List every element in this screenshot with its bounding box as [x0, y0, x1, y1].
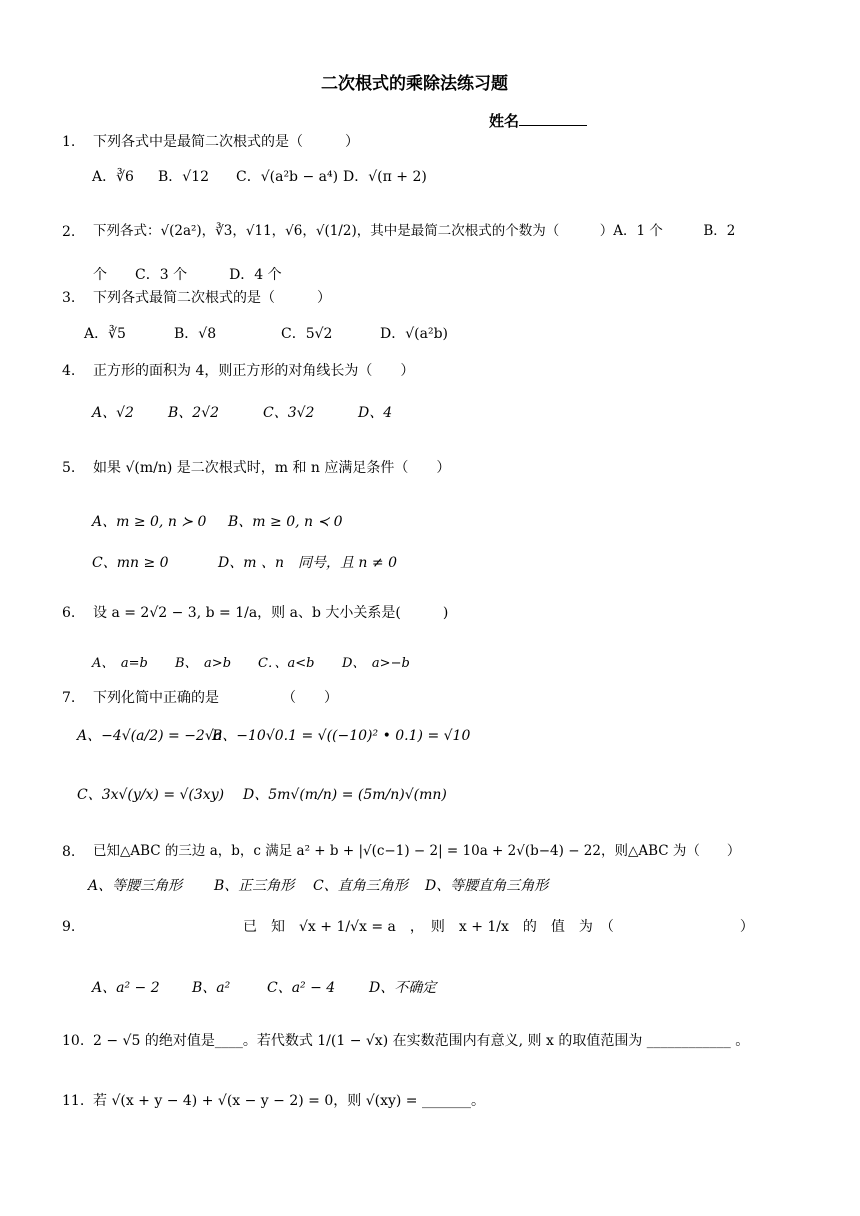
- q6-number: 6.: [62, 605, 76, 621]
- name-blank[interactable]: [519, 111, 587, 126]
- q1-text: 下列各式中是最简二次根式的是（ ）: [93, 134, 359, 150]
- q8-option-d: D、等腰直角三角形: [425, 878, 549, 894]
- q3-number: 3.: [62, 290, 76, 306]
- q5-option-a: A、m ≥ 0, n ≻ 0: [92, 514, 207, 530]
- q6-option-d: D、 a>−b: [342, 656, 410, 671]
- q10-number: 10.: [62, 1033, 85, 1049]
- q9-option-a: A、a² − 2: [92, 980, 160, 996]
- q5-text: 如果 √(m/n) 是二次根式时，m 和 n 应满足条件（ ）: [93, 460, 451, 476]
- q5-option-b: B、m ≥ 0, n ≺ 0: [228, 514, 343, 530]
- q6-text: 设 a = 2√2 − 3, b = 1/a，则 a、b 大小关系是( ): [93, 605, 449, 621]
- q9-text: 已 知 √x + 1/√x = a ， 则 x + 1/x 的 值 为 （ ）: [243, 919, 754, 935]
- q3-option-b: B．√8: [174, 326, 217, 342]
- q1-option-b: B．√12: [158, 169, 210, 185]
- q3-option-c: C．5√2: [281, 326, 333, 342]
- q6-option-b: B、 a>b: [175, 656, 232, 671]
- q7-option-a: A、−4√(a/2) = −2√a: [77, 728, 223, 744]
- q4-option-b: B、2√2: [168, 405, 220, 421]
- q8-option-b: B、正三角形: [214, 878, 295, 894]
- q7-option-b: B、−10√0.1 = √((−10)² • 0.1) = √10: [212, 728, 471, 744]
- q8-option-a: A、等腰三角形: [88, 878, 183, 894]
- q4-option-c: C、3√2: [263, 405, 315, 421]
- q9-option-c: C、a² − 4: [267, 980, 336, 996]
- q3-option-d: D．√(a²b): [380, 326, 448, 342]
- q1-number: 1.: [62, 134, 76, 150]
- q4-option-d: D、4: [358, 405, 393, 421]
- q1-option-c: C．√(a²b − a⁴): [236, 169, 339, 185]
- q8-number: 8.: [62, 844, 76, 860]
- q2-text-continued: 个 C．3 个 D．4 个: [93, 267, 282, 283]
- q2-text: 下列各式：√(2a²)，∛3，√11，√6，√(1/2)，其中是最简二次根式的个数为（ ）A．1 个 B．2: [93, 223, 736, 239]
- q7-text: 下列化简中正确的是 （ ）: [93, 690, 338, 706]
- q1-option-a: A．∛6: [92, 169, 134, 185]
- q4-number: 4.: [62, 363, 76, 379]
- q7-option-d: D、5m√(m/n) = (5m/n)√(mn): [243, 787, 447, 803]
- name-label: 姓名: [489, 112, 520, 130]
- q10-text[interactable]: 2 − √5 的绝对值是____。若代数式 1/(1 − √x) 在实数范围内有意义, 则 x 的取值范围为 ____________ 。: [93, 1033, 750, 1049]
- q11-text[interactable]: 若 √(x + y − 4) + √(x − y − 2) = 0，则 √(xy) = _______。: [93, 1093, 485, 1109]
- q9-option-b: B、a²: [192, 980, 231, 996]
- q9-option-d: D、不确定: [369, 980, 437, 996]
- q1-option-d: D．√(π + 2): [343, 169, 427, 185]
- q6-option-c: C．、a<b: [258, 656, 315, 671]
- q11-number: 11.: [62, 1093, 85, 1109]
- q2-number: 2.: [62, 224, 76, 240]
- q5-option-c: C、mn ≥ 0: [92, 555, 169, 571]
- q7-number: 7.: [62, 690, 76, 706]
- q4-text: 正方形的面积为 4，则正方形的对角线长为（ ）: [93, 363, 415, 379]
- q4-option-a: A、√2: [92, 405, 134, 421]
- q5-option-d: D、m 、n 同号，且 n ≠ 0: [218, 555, 397, 571]
- q3-text: 下列各式最简二次根式的是（ ）: [93, 290, 331, 306]
- q5-number: 5.: [62, 460, 76, 476]
- name-field[interactable]: [489, 111, 587, 129]
- q3-option-a: A．∛5: [84, 326, 126, 342]
- q8-text: 已知△ABC 的三边 a，b，c 满足 a² + b + |√(c−1) − 2| = 10a + 2√(b−4) − 22，则△ABC 为（ ）: [93, 843, 741, 859]
- q7-option-c: C、3x√(y/x) = √(3xy): [77, 787, 225, 803]
- q6-option-a: A、 a=b: [92, 656, 148, 671]
- q8-option-c: C、直角三角形: [313, 878, 408, 894]
- page-title: 二次根式的乘除法练习题: [321, 74, 508, 94]
- q9-number: 9.: [62, 919, 76, 935]
